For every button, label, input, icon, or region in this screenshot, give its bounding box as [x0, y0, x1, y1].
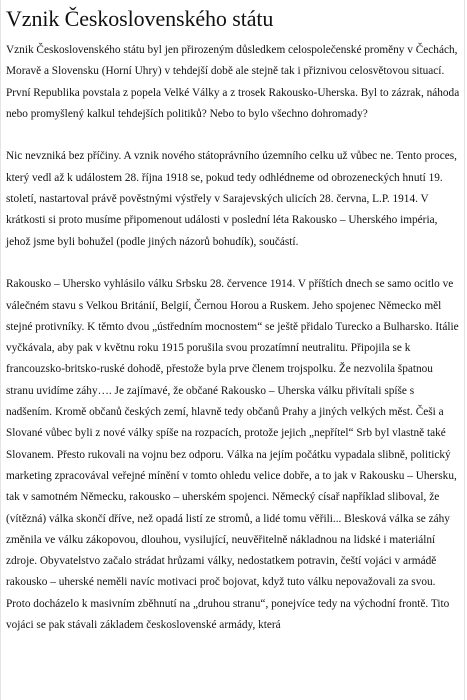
document-title: Vznik Československého státu [6, 6, 274, 31]
paragraph-causes: Nic nevzniká bez příčiny. A vznik nového státoprávního územního celku už vůbec ne. Tento proces, který vedl až k událostem 28. října 1918 se, pokud tedy odhlédneme od obrozeneckých hnutí 19. století, nastartoval právě pověstnými výstřely v Sarajevských ulicích 28. června, L.P. 1914. V krátkosti si proto musíme připomenout události v poslední léta Rakousko – Uherského impéria, jehož jsme byli bohužel (podle jiných názorů bohudík), součástí. [6, 150, 457, 248]
paragraph-war: Rakousko – Uhersko vyhlásilo válku Srbsku 28. července 1914. V příštích dnech se samo ocitlo ve válečném stavu s Velkou Británií, Belgií, Černou Horou a Ruskem. Jeho spojenec Německo měl stejné protivníky. K těmto dvou „ústředním mocnostem“ se ještě přidalo Turecko a Bulharsko. Itálie vyčkávala, aby pak v květnu roku 1915 porušila svou prozatímní neutralitu. Připojila se k francouzsko-britsko-ruské dohodě, přestože byla prve členem trojspolku. Že nezvolila špatnou stranu uvidíme záhy…. Je zajímavé, že občané Rakousko – Uherska válku přivítali spíše s nadšením. Kromě občanů českých zemí, hlavně tedy občanů Prahy a jiných velkých měst. Češi a Slované vůbec byli z nové války spíše na rozpacích, protože jejich „nepřítel“ Srb byl vlastně také Slovanem. Přesto rukovali na vojnu bez odporu. Válka na jejím počátku vypadala slibně, politický marketing zpracovával veřejné mínění v tomto ohledu velice dobře, a to jak v Rakousku – Uhersku, tak v samotném Německu, rakousko – uherském spojenci. Německý císař například sliboval, že (vítězná) válka skončí dříve, než opadá listí ze stromů, a lidé tomu věřili... Blesková válka se záhy změnila ve válku zákopovou, dlouhou, vysilující, neuvěřitelně nákladnou na lidské i materiální zdroje. Obyvatelstvo začalo strádat hrůzami války, nedostatkem potravin, čeští vojáci v armádě rakousko – uherské neměli navíc motivaci proč bojovat, když tuto válku nepovažovali za svou. Proto docházelo k masivním zběhnutí na „druhou stranu“, ponejvíce tedy na východní frontě. Tito vojáci se pak stávali základem československé armády, která [6, 278, 459, 632]
paragraph-intro: Vznik Československého státu byl jen přirozeným důsledkem celospolečenské proměny v Čechách, Moravě a Slovensku (Horní Uhry) v tehdejší době ale stejně tak i přiznivou celosvětovou situací. První Republika povstala z popela Velké Války a z trosek Rakousko-Uherska. Byl to zázrak, náhoda nebo promyšlený kalkul tehdejších politiků? Nebo to bylo všechno dohromady? [6, 44, 460, 120]
